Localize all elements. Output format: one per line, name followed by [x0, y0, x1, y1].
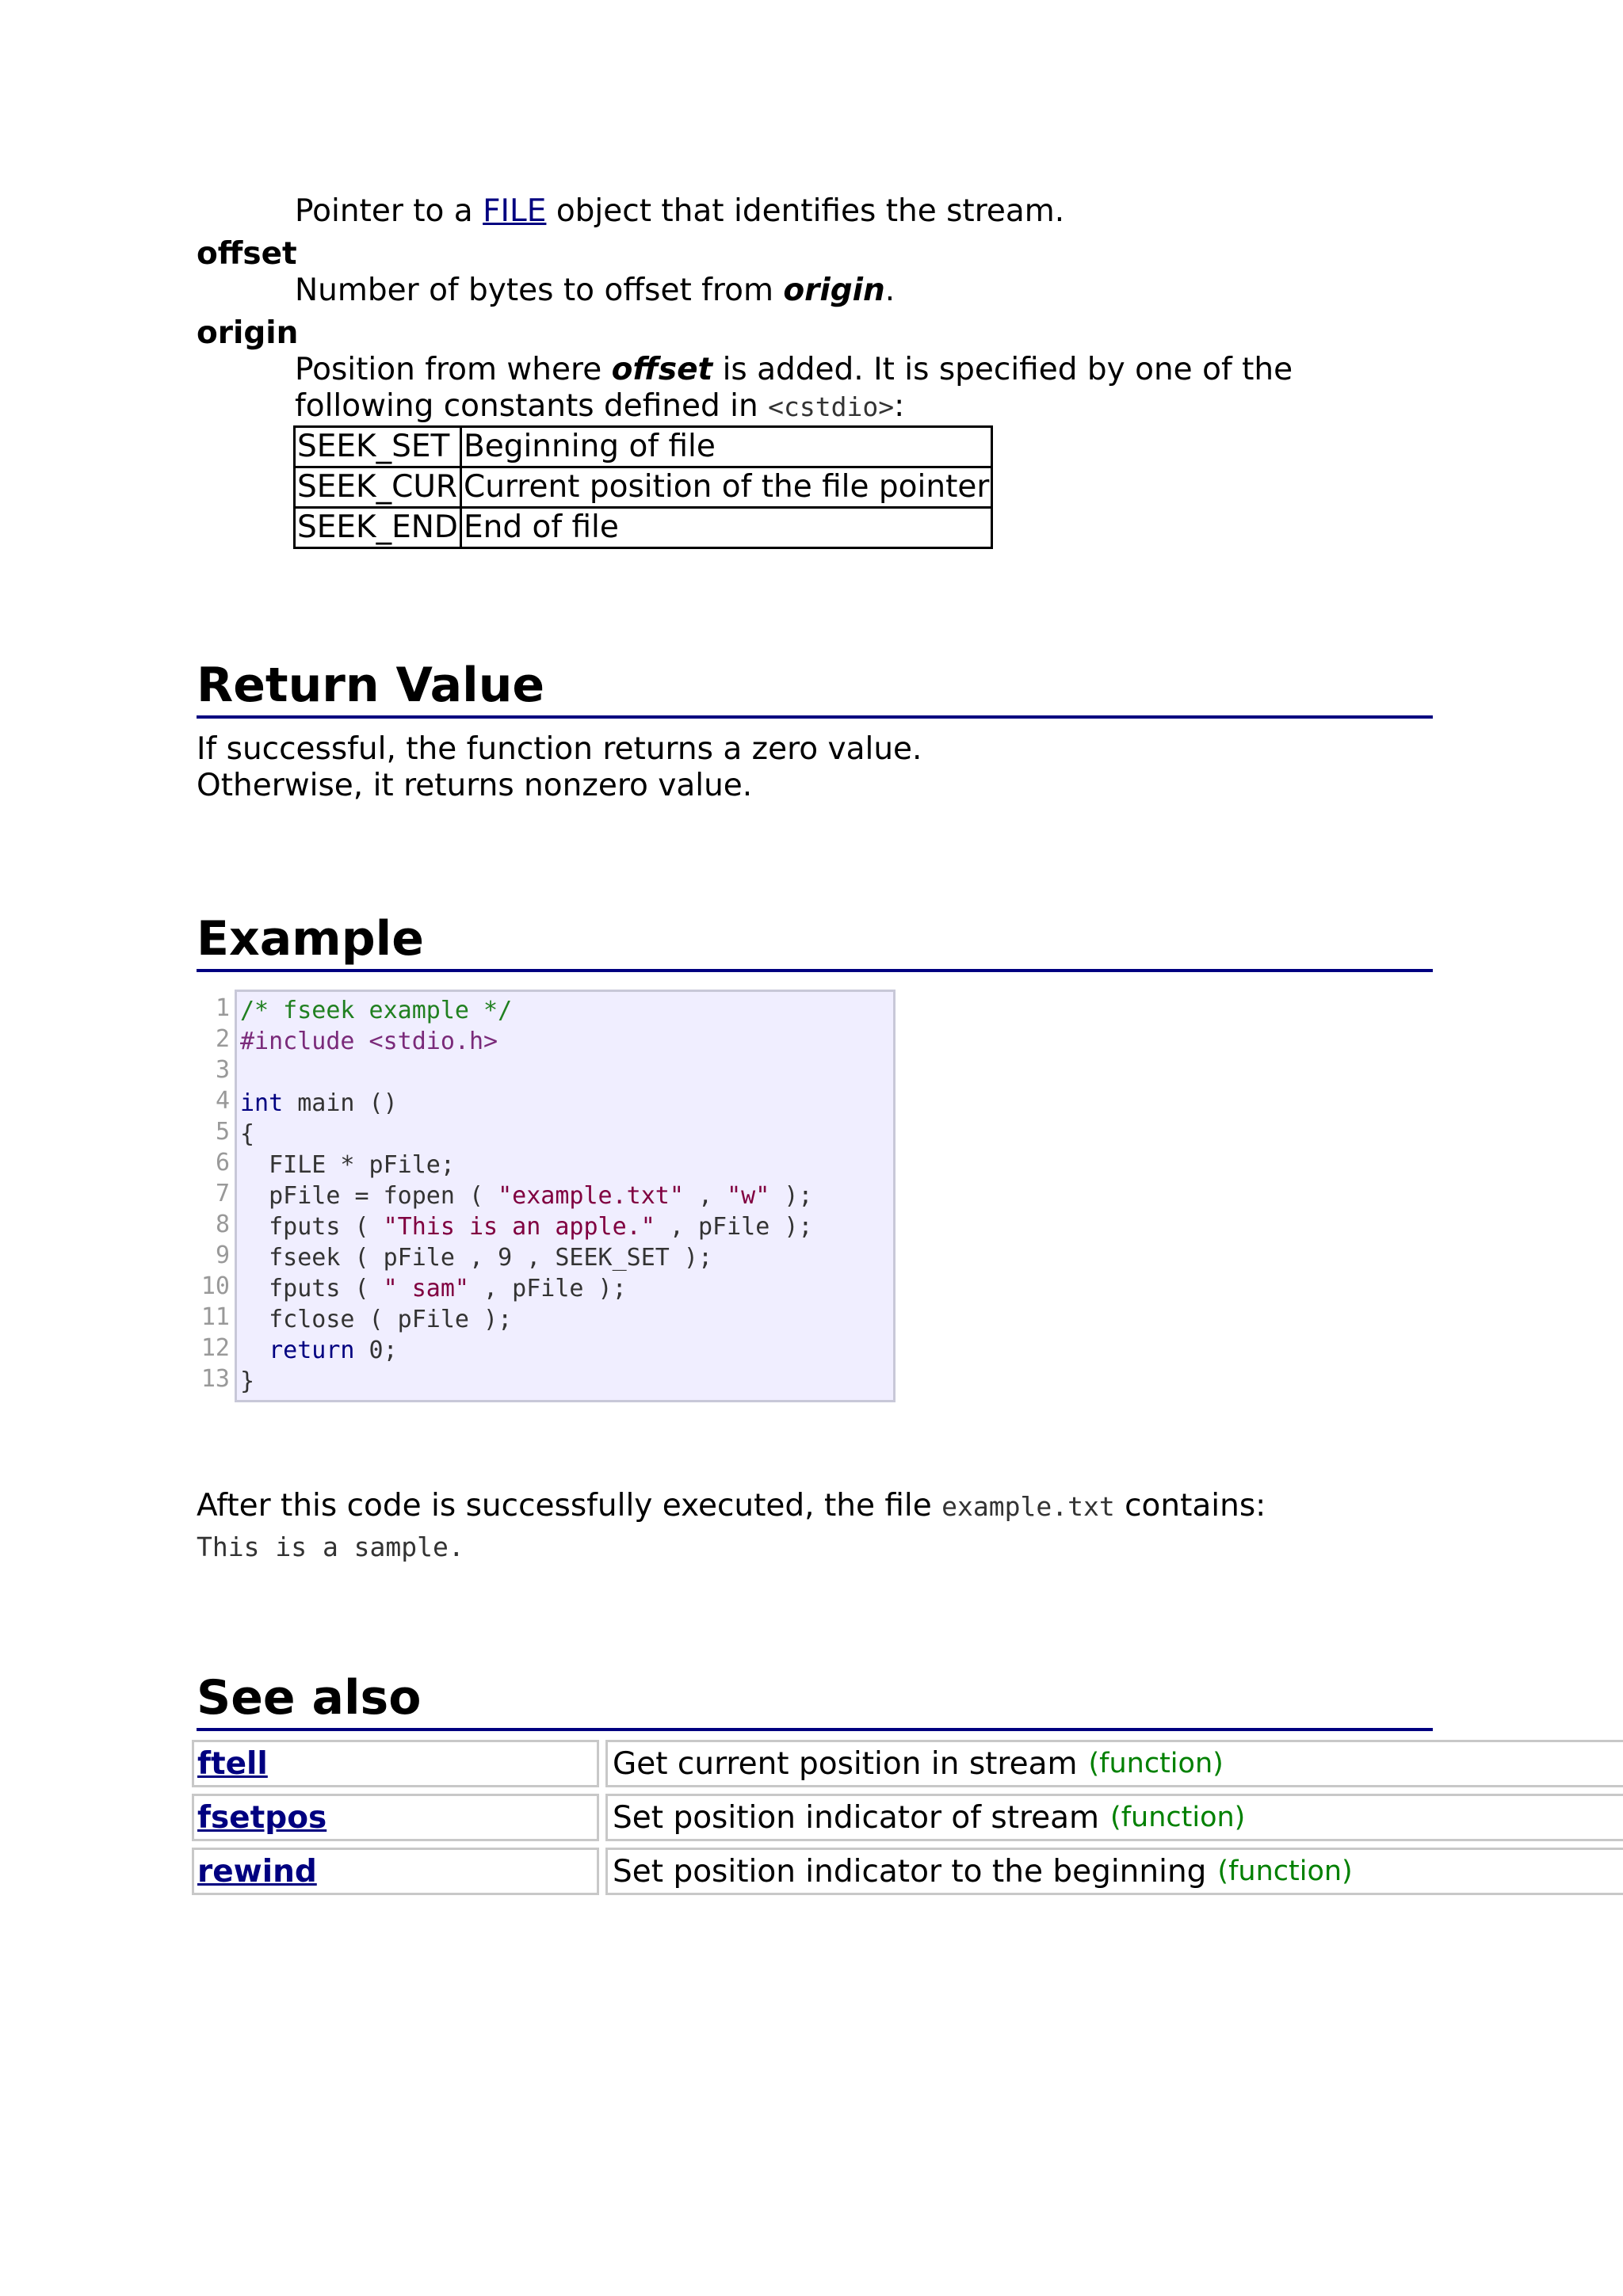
constant-name: SEEK_END: [295, 508, 461, 548]
table-row: [295, 427, 992, 467]
parameters-section: [197, 193, 1433, 549]
see-also-heading: See also: [197, 1669, 1433, 1731]
table-row: fsetpos Set position indicator of stream (function): [192, 1794, 1623, 1841]
example-heading: Example: [197, 910, 1433, 972]
origin-param-term: origin: [197, 315, 299, 351]
constant-name: SEEK_SET: [295, 427, 461, 467]
return-value-text: If successful, the function returns a zero value. Otherwise, it returns nonzero value.: [197, 731, 922, 803]
rewind-link[interactable]: rewind: [197, 1853, 317, 1890]
constant-desc: End of file: [460, 508, 991, 548]
see-also-table: [192, 1740, 1623, 1901]
offset-param-term: offset: [197, 236, 297, 272]
document-page: [197, 0, 1433, 1731]
table-row: [295, 467, 992, 508]
constant-desc: Beginning of file: [460, 427, 991, 467]
code-block[interactable]: /* fseek example */ #include <stdio.h> int main () { FILE * pFile; pFile = fopen ( "example.txt" , "w" ); fputs ( "This is an apple." , pFile ); fseek ( pFile , 9 , SEEK_SET ); fputs ( " sam" , pFile ); fclose ( pFile ); return 0; }: [235, 990, 896, 1402]
table-row: ftell Get current position in stream (function): [192, 1740, 1623, 1787]
ftell-link[interactable]: ftell: [197, 1745, 268, 1782]
table-row: rewind Set position indicator to the beginning (function): [192, 1848, 1623, 1895]
constant-name: SEEK_CUR: [295, 467, 461, 508]
seek-constants-table: [293, 425, 993, 549]
stream-param-desc: Pointer to a FILE object that identifies the stream.: [295, 193, 1065, 229]
origin-param-desc: Position from where offset is added. It is specified by one of the following constants defined in <cstdio>:: [295, 352, 1293, 424]
sample-output: This is a sample.: [197, 1531, 464, 1562]
return-value-heading: Return Value: [197, 657, 1433, 719]
fsetpos-link[interactable]: fsetpos: [197, 1799, 327, 1836]
line-numbers: 1 2 3 4 5 6 7 8 9 10 11 12 13: [200, 994, 230, 1393]
offset-param-desc: Number of bytes to offset from origin.: [295, 273, 896, 308]
file-link[interactable]: FILE: [483, 193, 547, 229]
table-row: [295, 508, 992, 548]
after-execution-text: After this code is successfully executed, the file example.txt contains:: [197, 1488, 1266, 1524]
code-example: [197, 990, 1433, 1402]
constant-desc: Current position of the file pointer: [460, 467, 991, 508]
